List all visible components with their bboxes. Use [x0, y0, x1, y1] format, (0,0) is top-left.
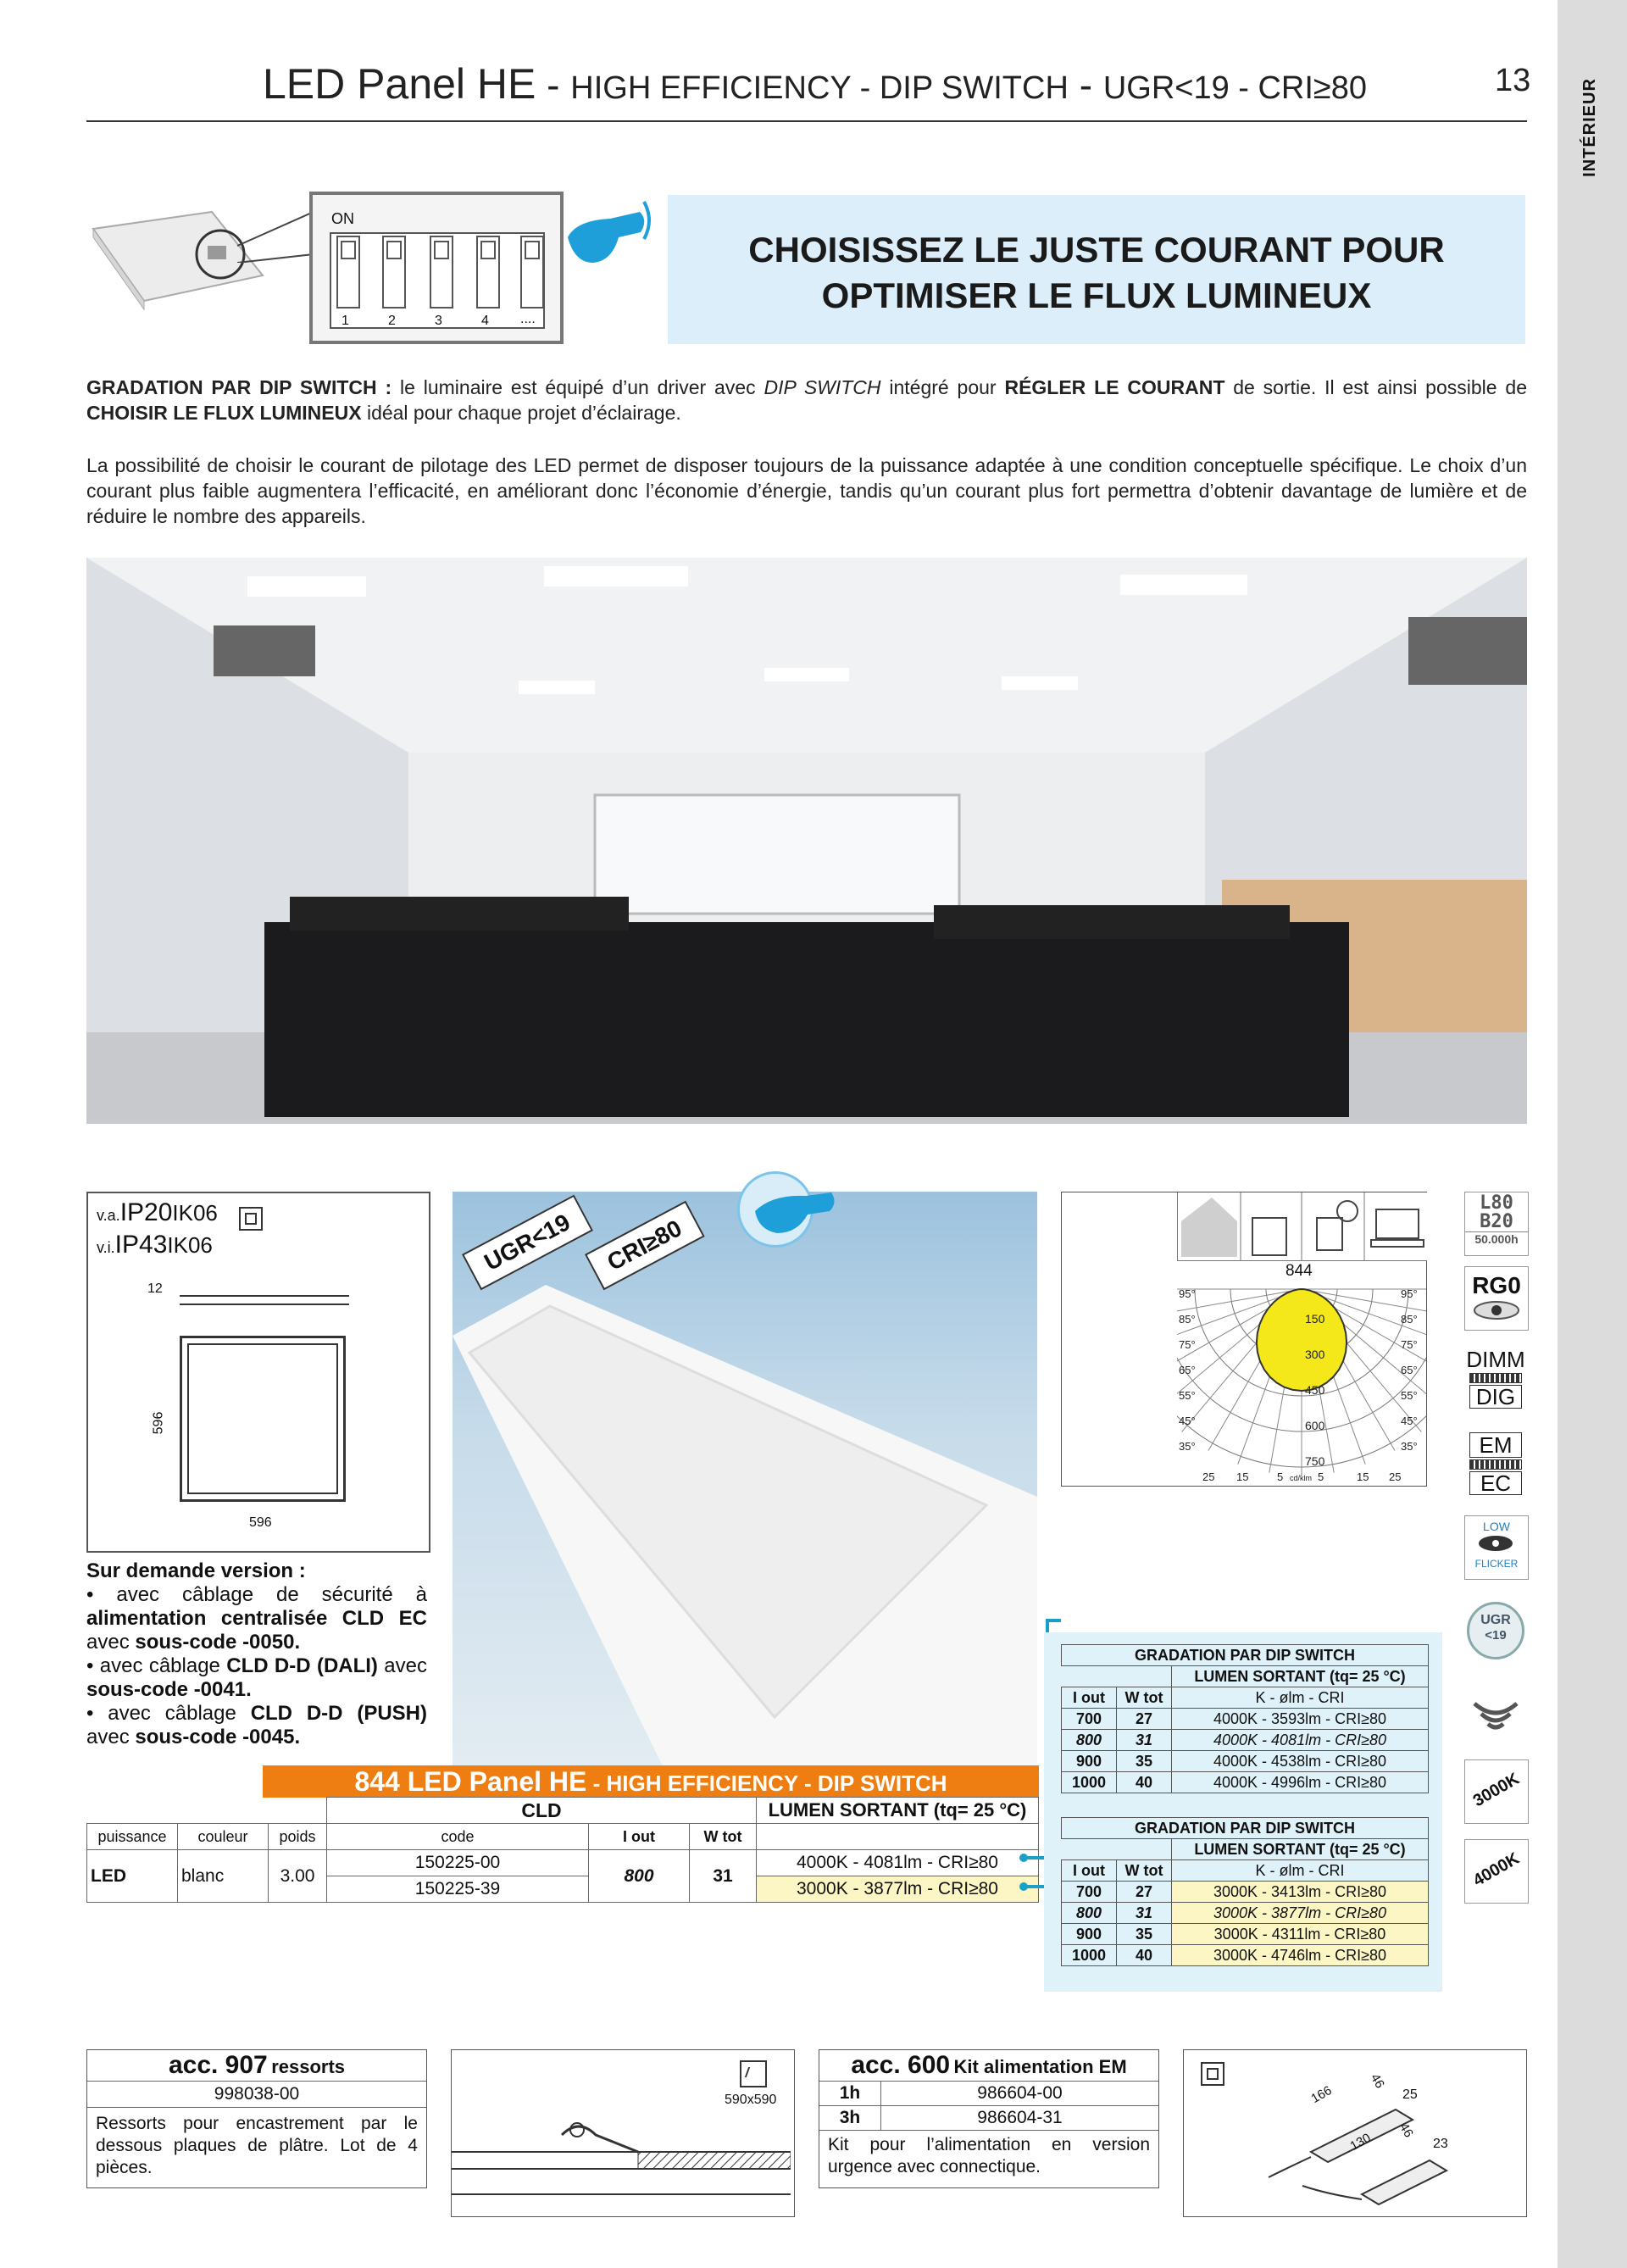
table-row: 1000 40 4000K - 4996lm - CRI≥80 [1062, 1772, 1429, 1793]
polar-radial-label: 750 [1305, 1454, 1325, 1468]
dip-switch-2 [382, 236, 406, 309]
gradation-4000-col-k: K - ølm - CRI [1172, 1687, 1429, 1709]
table-row: 700 27 3000K - 3413lm - CRI≥80 [1062, 1882, 1429, 1903]
gradation-table-3000 [1061, 1817, 1429, 1966]
class-symbol-icon [239, 1207, 263, 1231]
gradation-3000-col-iout: I out [1062, 1860, 1117, 1882]
height-dimension: 596 [151, 1411, 166, 1435]
on-demand-heading: Sur demande version : [86, 1559, 306, 1582]
table-row: 3h 986604-31 [819, 2106, 1158, 2131]
cell-puissance: LED [87, 1850, 178, 1903]
polar-angle-label-right: 45° [1401, 1415, 1418, 1427]
side-profile [180, 1295, 349, 1305]
dimension-box [86, 1192, 430, 1553]
polar-radial-label: 150 [1305, 1312, 1325, 1326]
ugr-icon: UGR <19 [1464, 1598, 1527, 1661]
dip-switch-5 [520, 236, 544, 309]
polar-unit-label: cd/klm [1290, 1474, 1313, 1482]
application-icons [1177, 1192, 1427, 1261]
front-outline [180, 1336, 346, 1502]
l80-b20-icon: L80 B20 50.000h [1464, 1192, 1529, 1256]
on-demand-option-3: • avec câblage CLD D-D (PUSH) avec sous-code -0045. [86, 1702, 428, 1748]
col-lumen [757, 1824, 1039, 1850]
table-row [87, 1850, 1039, 1876]
classroom-illustration [86, 558, 1527, 1124]
table-row: 700 27 4000K - 3593lm - CRI≥80 [1062, 1709, 1429, 1730]
polar-bottom-label: 5 [1318, 1470, 1324, 1483]
photometric-box [1061, 1192, 1427, 1487]
gradation-3000-col-wtot: W tot [1117, 1860, 1172, 1882]
on-demand-option-1: • avec câblage de sécurité à alimentation centralisée CLD EC avec sous-code -0050. [86, 1583, 427, 1654]
polar-angle-label-right: 35° [1401, 1440, 1418, 1453]
acc-907-title: acc. 907 ressorts [87, 2050, 426, 2082]
dip-number-4: 4 [481, 314, 489, 328]
gradation-4000-lumen-header: LUMEN SORTANT (tq= 25 °C) [1172, 1666, 1429, 1687]
table-row: 1000 40 3000K - 4746lm - CRI≥80 [1062, 1945, 1429, 1966]
ugr-badge: UGR<19 [462, 1195, 593, 1291]
kit-dim-1: 166 [1308, 2082, 1335, 2107]
table-row: 800 31 3000K - 3877lm - CRI≥80 [1062, 1903, 1429, 1924]
on-demand-text [86, 1559, 427, 1749]
product-photo [453, 1192, 1037, 1770]
cell-poids: 3.00 [269, 1850, 327, 1903]
cell-lumen-3000: 3000K - 3877lm - CRI≥80 [757, 1876, 1039, 1903]
acc-600-table [819, 2082, 1158, 2131]
gradation-4000-col-iout: I out [1062, 1687, 1117, 1709]
lumen-group-header: LUMEN SORTANT (tq= 25 °C) [757, 1798, 1039, 1824]
headline-banner [668, 195, 1525, 344]
acc-600-box [819, 2049, 1159, 2188]
polar-angle-label-right: 75° [1401, 1338, 1418, 1351]
acc-907-box [86, 2049, 427, 2188]
table-row: 900 35 4000K - 4538lm - CRI≥80 [1062, 1751, 1429, 1772]
polar-angle-label-right: 65° [1401, 1364, 1418, 1376]
acc-907-code: 998038-00 [87, 2082, 426, 2108]
rg0-eye-icon: RG0 [1464, 1266, 1529, 1331]
classroom-photo [86, 558, 1527, 1124]
dip-number-2: 2 [388, 314, 396, 328]
polar-angle-label-left: 65° [1179, 1364, 1196, 1376]
ip-rating-vi: v.i.IP43IK06 [97, 1231, 213, 1259]
k4000-icon: 4000K [1464, 1839, 1529, 1904]
ceiling-mount-diagram [451, 2049, 795, 2217]
acc-600-title: acc. 600 Kit alimentation EM [819, 2050, 1158, 2082]
polar-angle-label-left: 55° [1179, 1389, 1196, 1402]
kit-dim-6: 23 [1433, 2137, 1448, 2151]
gradation-table-4000 [1061, 1644, 1429, 1793]
kit-dim-5: 46 [1396, 2121, 1416, 2140]
polar-angle-label-left: 75° [1179, 1338, 1196, 1351]
kit-dim-3: 25 [1402, 2087, 1418, 2102]
em-ec-icon: EM EC [1464, 1432, 1527, 1495]
cell-code-1: 150225-00 [327, 1850, 589, 1876]
polar-angle-label-right: 55° [1401, 1389, 1418, 1402]
dip-on-label: ON [331, 210, 354, 227]
cell-iout: 800 [589, 1850, 690, 1903]
sidebar-strip [1558, 0, 1627, 2268]
polar-angle-label-left: 95° [1179, 1287, 1196, 1300]
width-dimension: 596 [249, 1515, 272, 1530]
cell-lumen-4000: 4000K - 4081lm - CRI≥80 [757, 1850, 1039, 1876]
low-flicker-icon: LOW FLICKER [1464, 1515, 1529, 1580]
dip-switch-4 [476, 236, 500, 309]
col-poids: poids [269, 1824, 327, 1850]
polar-bottom-label: 5 [1277, 1470, 1284, 1483]
dip-number-3: 3 [435, 314, 442, 328]
dimm-dig-icon: DIMM DIG [1464, 1348, 1527, 1410]
col-code: code [327, 1824, 589, 1850]
col-wtot: W tot [690, 1824, 757, 1850]
hand-touch-icon [737, 1171, 814, 1248]
banner-line-2: OPTIMISER LE FLUX LUMINEUX [821, 275, 1372, 315]
polar-angle-label-right: 85° [1401, 1313, 1418, 1326]
page-title: LED Panel HE - HIGH EFFICIENCY - DIP SWITCH - UGR<19 - CRI≥80 [263, 60, 1368, 108]
gradation-4000-col-wtot: W tot [1117, 1687, 1172, 1709]
gradation-3000-lumen-header: LUMEN SORTANT (tq= 25 °C) [1172, 1839, 1429, 1860]
ip-rating-va: v.a.IP20IK06 [97, 1198, 218, 1226]
polar-angle-label-right: 95° [1401, 1287, 1418, 1300]
polar-angle-label-left: 85° [1179, 1313, 1196, 1326]
product-table-title: 844 LED Panel HE - HIGH EFFICIENCY - DIP SWITCH [263, 1765, 1039, 1798]
gradation-4000-title: GRADATION PAR DIP SWITCH [1062, 1645, 1429, 1666]
col-couleur: couleur [178, 1824, 269, 1850]
gradation-3000-title: GRADATION PAR DIP SWITCH [1062, 1818, 1429, 1839]
polar-model-label: 844 [1285, 1262, 1313, 1280]
dip-switch-1 [336, 236, 360, 309]
class-symbol-icon [1201, 2062, 1224, 2086]
cell-code-2: 150225-39 [327, 1876, 589, 1903]
kit-dim-4: 130 [1347, 2130, 1374, 2154]
gradation-3000-col-k: K - ølm - CRI [1172, 1860, 1429, 1882]
section-label: INTÉRIEUR [1580, 78, 1599, 177]
polar-bottom-label: 25 [1202, 1470, 1215, 1483]
table-row: 1h 986604-00 [819, 2082, 1158, 2106]
polar-bottom-label: 25 [1389, 1470, 1402, 1483]
dip-switch-3 [430, 236, 453, 309]
dip-switch-panel [309, 192, 564, 344]
dip-number-1: 1 [342, 314, 349, 328]
acc-600-description: Kit pour l’alimentation en version urgence avec connectique. [828, 2135, 1150, 2176]
polar-angle-label-left: 35° [1179, 1440, 1196, 1453]
intro-paragraph-2: La possibilité de choisir le courant de pilotage des LED permet de disposer toujours de la puissance adaptée à une condition conceptuelle spécifique. Le choix d’un courant plus faible augmentera l’efficacité, en améliorant donc l’économie d’énergie, tandis qu’un courant plus fort permettra d’obtenir davantage de lumière et de réduire le nombre des appareils. [86, 454, 1527, 527]
polar-bottom-label: 15 [1357, 1470, 1369, 1483]
acc-907-description: Ressorts pour encastrement par le dessous plaques de plâtre. Lot de 4 pièces. [96, 2114, 418, 2177]
banner-line-1: CHOISISSEZ LE JUSTE COURANT POUR [748, 230, 1445, 270]
intro-paragraph-1: GRADATION PAR DIP SWITCH : le luminaire est équipé d’un driver avec DIP SWITCH intégré pour RÉGLER LE COURANT de sortie. Il est ainsi possible de CHOISIR LE FLUX LUMINEUX idéal pour chaque projet d’éclairage. [86, 376, 1527, 424]
em-kit-diagram [1183, 2049, 1527, 2217]
cell-couleur: blanc [178, 1850, 269, 1903]
k3000-icon: 3000K [1464, 1759, 1529, 1824]
table-row: 800 31 4000K - 4081lm - CRI≥80 [1062, 1730, 1429, 1751]
product-table [86, 1797, 1039, 1903]
col-puissance: puissance [87, 1824, 178, 1850]
on-demand-option-2: • avec câblage CLD D-D (DALI) avec sous-code -0041. [86, 1654, 427, 1701]
polar-angle-label-left: 45° [1179, 1415, 1196, 1427]
title-divider [86, 120, 1527, 122]
polar-radial-label: 300 [1305, 1348, 1325, 1361]
polar-bottom-label: 15 [1236, 1470, 1249, 1483]
col-iout: I out [589, 1824, 690, 1850]
polar-radial-label: 450 [1305, 1383, 1325, 1397]
ceiling-size-label: 590x590 [725, 2093, 777, 2107]
wireless-sensor-icon [1464, 1678, 1527, 1741]
connector-lines [153, 212, 322, 263]
ceiling-grid-icon [740, 2060, 767, 2087]
panel-illustration [453, 1192, 1037, 1770]
kit-dim-2: 46 [1367, 2071, 1387, 2091]
polar-diagram [1177, 1281, 1426, 1484]
polar-radial-label: 600 [1305, 1419, 1325, 1432]
cell-wtot: 31 [690, 1850, 757, 1903]
cld-group-header: CLD [327, 1798, 757, 1824]
table-row: 900 35 3000K - 4311lm - CRI≥80 [1062, 1924, 1429, 1945]
cri-badge: CRI≥80 [585, 1201, 704, 1291]
page-number: 13 [1495, 63, 1531, 98]
hand-pointer-icon [559, 195, 652, 280]
depth-dimension: 12 [147, 1281, 163, 1296]
dip-number-5: .... [520, 312, 536, 326]
